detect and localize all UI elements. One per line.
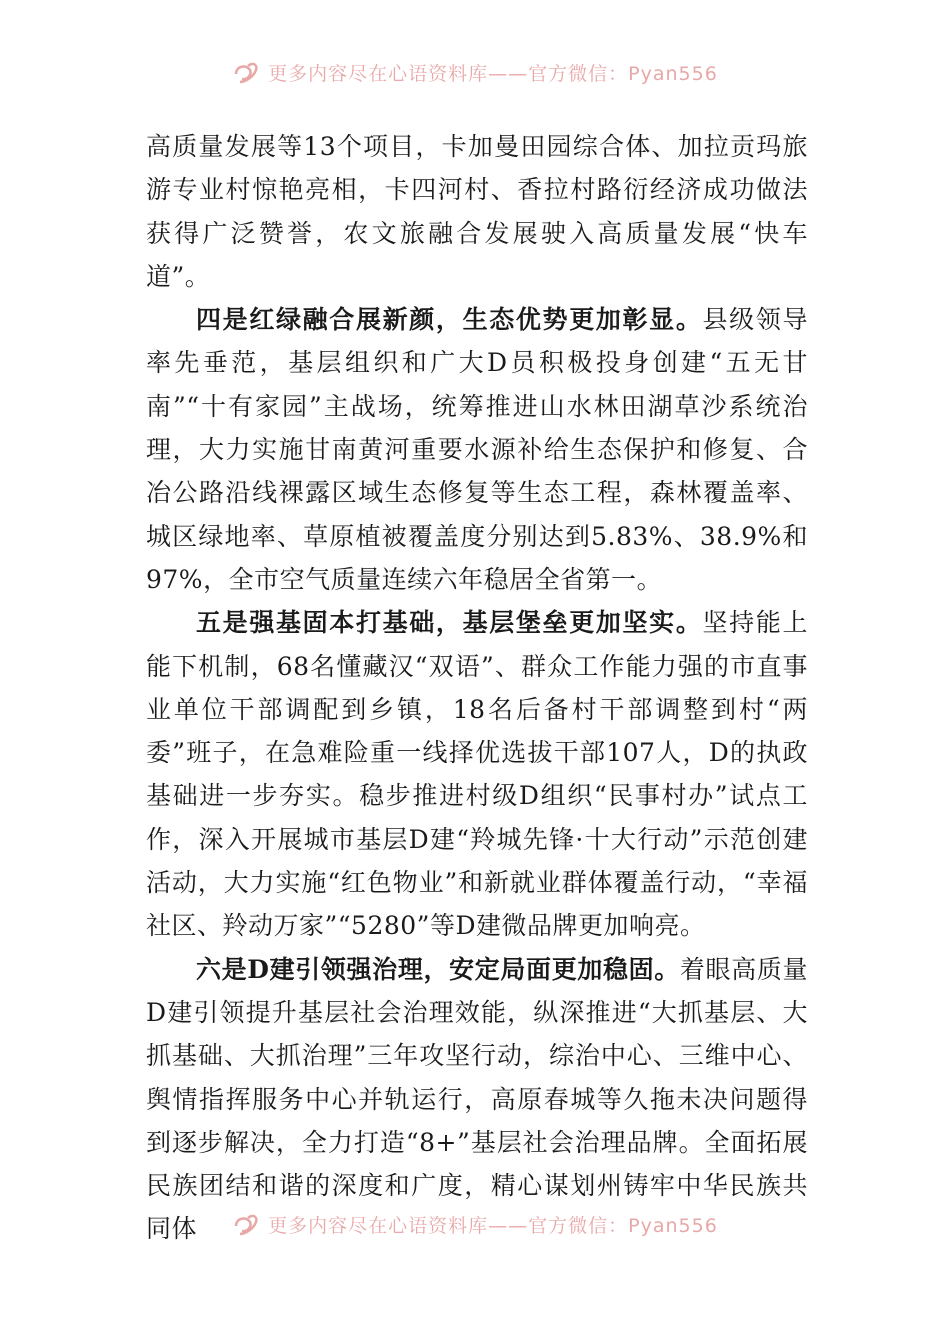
paragraph-body: 高质量发展等13个项目，卡加曼田园综合体、加拉贡玛旅游专业村惊艳亮相，卡四河村、香拉村路衍经济成功做法获得广泛赞誉，农文旅融合发展驶入高质量发展“快车道”。 — [146, 132, 808, 291]
paragraph-body: 县级领导率先垂范，基层组织和广大D员积极投身创建“五无甘南”“十有家园”主战场，统筹推进山水林田湖草沙系统治理，大力实施甘南黄河重要水源补给生态保护和修复、合冶公路沿线裸露区域生态修复等生态工程，森林覆盖率、城区绿地率、草原植被覆盖度分别达到5.83%、38.9%和97%，全市空气质量连续六年稳居全省第一。 — [146, 305, 808, 594]
watermark-header — [0, 50, 950, 94]
paragraph-lead: 六是D建引领强治理，安定局面更加稳固。 — [196, 954, 680, 984]
logo-icon — [232, 1212, 260, 1236]
watermark-text: 更多内容尽在心语资料库——官方微信：Pyan556 — [268, 62, 718, 85]
watermark-footer — [0, 1202, 950, 1246]
paragraph-body: 坚持能上能下机制，68名懂藏汉“双语”、群众工作能力强的市直事业单位干部调配到乡镇，18名后备村干部调整到村“两委”班子，在急难险重一线择优选拔干部107人，D的执政基础进一步夯实。稳步推进村级D组织“民事村办”试点工作，深入开展城市基层D建“羚城先锋·十大行动”示范创建活动，大力实施“红色物业”和新就业群体覆盖行动，“幸福社区、羚动万家”“5280”等D建微品牌更加响亮。 — [146, 608, 808, 941]
paragraph-grassroots — [146, 601, 808, 947]
paragraph-body: 着眼高质量D建引领提升基层社会治理效能，纵深推进“大抓基层、大抓基础、大抓治理”三年攻坚行动，综治中心、三维中心、舆情指挥服务中心并轨运行，高原春城等久拖未决问题得到逐步解决，全力打造“8+”基层社会治理品牌。全面拓展民族团结和谐的深度和广度，精心谋划州铸牢中华民族共同体 — [146, 954, 808, 1244]
document-body — [146, 125, 808, 1251]
watermark-text: 更多内容尽在心语资料库——官方微信：Pyan556 — [268, 1214, 718, 1237]
paragraph-lead: 四是红绿融合展新颜，生态优势更加彰显。 — [196, 305, 703, 335]
paragraph-ecology — [146, 298, 808, 601]
paragraph-lead: 五是强基固本打基础，基层堡垒更加坚实。 — [196, 608, 703, 638]
paragraph-continuation — [146, 125, 808, 298]
logo-icon — [232, 60, 260, 84]
